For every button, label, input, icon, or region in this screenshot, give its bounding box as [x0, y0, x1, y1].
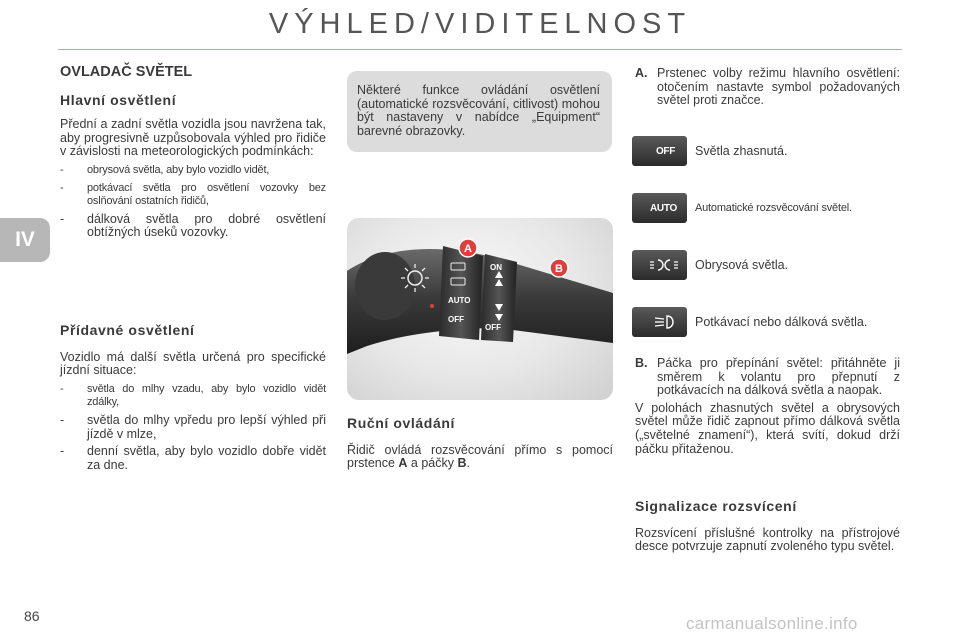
- off-icon-label: OFF: [655, 145, 676, 157]
- item-b-letter: B.: [635, 356, 648, 370]
- ref-b: B: [457, 456, 467, 471]
- sidelights-symbol-icon: [649, 258, 679, 272]
- headlights-icon: [632, 307, 687, 337]
- mode-desc: Obrysová světla.: [695, 258, 789, 272]
- manual-text-part: Řidič ovládá rozsvěcování přímo s pomocí prstence: [347, 442, 613, 471]
- ring-auto-label: AUTO: [448, 296, 471, 305]
- lighting-stalk-photo: [347, 218, 613, 400]
- item-b-text: Páčka pro přepínání světel: přitáhněte ji směrem k volantu pro přepnutí z potkávacích na dálková světla a naopak.: [657, 356, 900, 398]
- title-divider: [58, 49, 902, 50]
- mode-desc: Potkávací nebo dálková světla.: [695, 315, 868, 329]
- additional-lighting-title: Přídavné osvětlení: [60, 322, 195, 338]
- list-item: - světla do mlhy vpředu pro lepší výhled při jízdě v mlze,: [60, 414, 326, 441]
- manual-text-part: a páčky: [407, 456, 458, 471]
- headlights-symbol-icon: [653, 314, 677, 330]
- ring-on-label: ON: [490, 263, 502, 272]
- chapter-label: IV: [15, 228, 35, 251]
- signal-section: [635, 500, 900, 554]
- section-heading: OVLADAČ SVĚTEL: [60, 64, 193, 80]
- manual-control-text: [347, 444, 613, 471]
- lighting-stalk-illustration: [347, 218, 613, 400]
- badge-a-label: A: [464, 243, 472, 255]
- ref-a: A: [398, 456, 408, 471]
- note-box: [347, 71, 612, 152]
- item-a-text: Prstenec volby režimu hlavního osvětlení: otočením nastavte symbol požadovaných světel proti značce.: [657, 66, 900, 108]
- additional-lighting-section: [60, 324, 326, 472]
- page-number: 86: [24, 608, 40, 624]
- chapter-tab: [0, 218, 50, 262]
- ring-off-label: OFF: [448, 315, 464, 324]
- list-item: - obrysová světla, aby bylo vozidlo vidět,: [60, 164, 326, 178]
- mode-row-auto: [632, 193, 852, 223]
- ring-off2-label: OFF: [485, 323, 501, 332]
- mode-row-off: [632, 136, 787, 166]
- list-item: - dálková světla pro dobré osvětlení obtížných úseků vozovky.: [60, 213, 326, 240]
- stalk-tip: [355, 252, 415, 320]
- indicator-dot: [430, 304, 434, 308]
- signal-text: Rozsvícení příslušné kontrolky na přístrojové desce potvrzuje zapnutí zvoleného typu světel.: [635, 525, 900, 554]
- manual-control-section: [347, 417, 613, 471]
- mode-row-sidelights: [632, 250, 788, 280]
- auto-icon: [632, 193, 687, 223]
- manual-text-part: .: [466, 456, 470, 471]
- left-column: [60, 66, 326, 240]
- flash-text: V polohách zhasnutých světel a obrysových světel může řidič zapnout přímo dálková světla („světelné znamení“), která svítí, dokud drží páčku přitaženou.: [635, 400, 900, 456]
- sidelights-icon: [632, 250, 687, 280]
- list-item: - potkávací světla pro osvětlení vozovky bez oslňování ostatních řidičů,: [60, 182, 326, 209]
- item-a: [635, 67, 900, 108]
- manual-control-title: Ruční ovládání: [347, 415, 455, 431]
- badge-b-label: B: [555, 263, 563, 275]
- auto-icon-label: AUTO: [650, 202, 677, 214]
- signal-title: Signalizace rozsvícení: [635, 498, 797, 514]
- ring-a: [439, 246, 483, 340]
- watermark: carmanualsonline.info: [686, 614, 858, 633]
- note-text: Některé funkce ovládání osvětlení (automatické rozsvěcování, citlivost) mohou být nastaveny v nabídce „Equipment“ barevné obrazovky.: [357, 83, 600, 138]
- mode-desc: Automatické rozsvěcování světel.: [695, 202, 852, 214]
- page-title: VÝHLED/VIDITELNOST: [268, 8, 692, 40]
- additional-lighting-list: [60, 383, 326, 473]
- list-item: - denní světla, aby bylo vozidlo dobře vidět za dne.: [60, 445, 326, 472]
- mode-desc: Světla zhasnutá.: [695, 144, 788, 158]
- item-b: [635, 357, 900, 456]
- mode-row-headlights: [632, 307, 867, 337]
- main-lighting-title: Hlavní osvětlení: [60, 91, 177, 108]
- main-lighting-intro: Přední a zadní světla vozidla jsou navržena tak, aby progresivně uzpůsobovala výhled pro řidiče v závislosti na meteorologických podmínkách:: [60, 117, 326, 159]
- additional-lighting-intro: Vozidlo má další světla určená pro specifické jízdní situace:: [60, 349, 326, 378]
- item-a-letter: A.: [635, 66, 648, 80]
- list-item: - světla do mlhy vzadu, aby bylo vozidlo vidět zdálky,: [60, 383, 326, 410]
- off-icon: [632, 136, 687, 166]
- main-lighting-list: [60, 164, 326, 240]
